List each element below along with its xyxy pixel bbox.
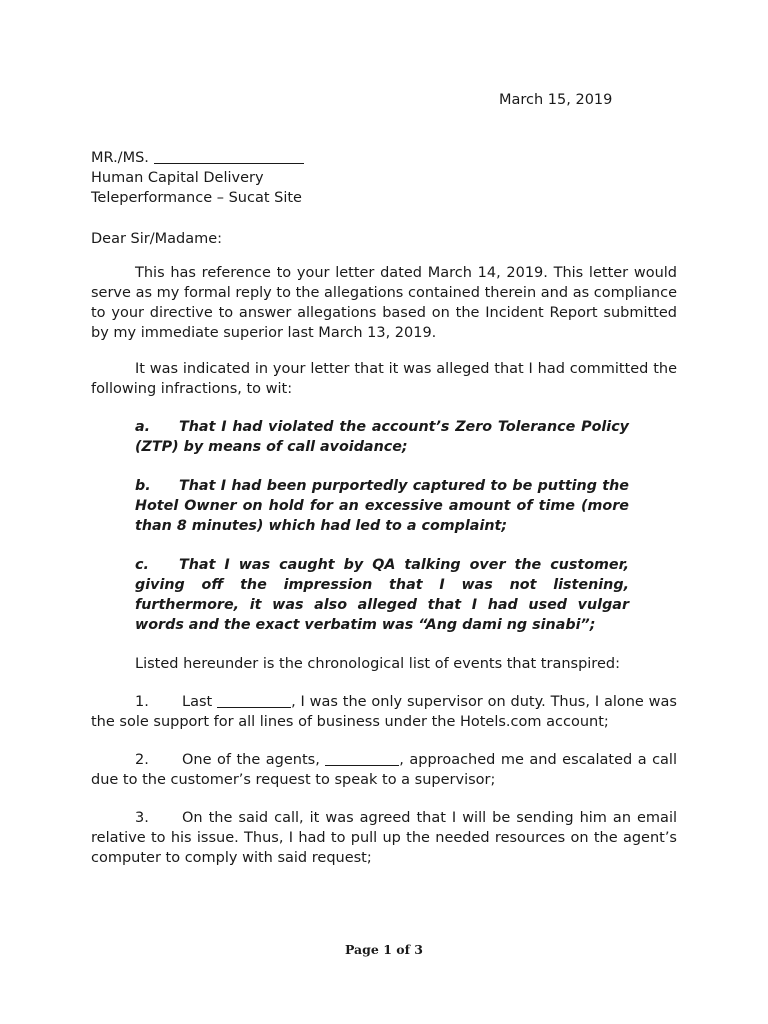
infraction-item — [135, 555, 629, 635]
event-text-before: On the said call, it was agreed that I will be sending him an email relative to his issue. Thus, I had to pull up the needed resources on the agent’s computer to comply with said request; — [91, 810, 677, 866]
addressee-name-blank — [154, 149, 304, 164]
event-number: 2. — [135, 752, 149, 768]
event-text-before: Last — [182, 694, 218, 710]
infraction-letter: c. — [135, 557, 149, 573]
event-text-before: One of the agents, — [182, 752, 326, 768]
infraction-text: That I had been purportedly captured to be putting the Hotel Owner on hold for an excessive amount of time (more than 8 minutes) which had led to a complaint; — [135, 478, 629, 534]
event-number: 1. — [135, 694, 149, 710]
infraction-text: That I was caught by QA talking over the customer, giving off the impression that I was not listening, furthermore, it was also alleged that I had used vulgar words and the exact verbatim was “Ang dami ng sinabi”; — [135, 557, 629, 633]
event-item — [91, 808, 677, 868]
addressee-department: Human Capital Delivery — [91, 170, 264, 186]
event-item — [91, 692, 677, 732]
salutation: Dear Sir/Madame: — [91, 231, 223, 247]
letter-body — [91, 263, 677, 886]
infraction-letter: a. — [135, 419, 151, 435]
date-blank — [217, 693, 291, 708]
event-item — [91, 750, 677, 790]
infraction-item — [135, 476, 629, 536]
event-text-after: , I was the only supervisor on duty. Thus, I alone was the sole support for all lines of business under the Hotels.com account; — [91, 694, 677, 730]
agent-name-blank — [325, 751, 399, 766]
event-number: 3. — [135, 810, 149, 826]
addressee-prefix: MR./MS. — [91, 150, 149, 166]
infraction-text: That I had violated the account’s Zero Tolerance Policy (ZTP) by means of call avoidance; — [135, 419, 629, 455]
events-intro: Listed hereunder is the chronological list of events that transpired: — [135, 656, 620, 672]
infractions-intro: It was indicated in your letter that it was alleged that I had committed the following infractions, to wit: — [91, 361, 677, 397]
infraction-item — [135, 417, 629, 457]
page-number: Page 1 of 3 — [344, 942, 424, 957]
intro-paragraph: This has reference to your letter dated March 14, 2019. This letter would serve as my formal reply to the allegations contained therein and as compliance to your directive to answer allegations based on the Incident Report submitted by my immediate superior last March 13, 2019. — [91, 265, 677, 341]
letter-date: March 15, 2019 — [499, 92, 613, 108]
addressee-block — [91, 148, 304, 208]
addressee-company: Teleperformance – Sucat Site — [91, 190, 302, 206]
infractions-list — [91, 417, 629, 635]
addressee-name-line — [91, 148, 304, 168]
infraction-letter: b. — [135, 478, 151, 494]
event-text-after: , approached me and escalated a call due to the customer’s request to speak to a supervisor; — [91, 752, 677, 788]
